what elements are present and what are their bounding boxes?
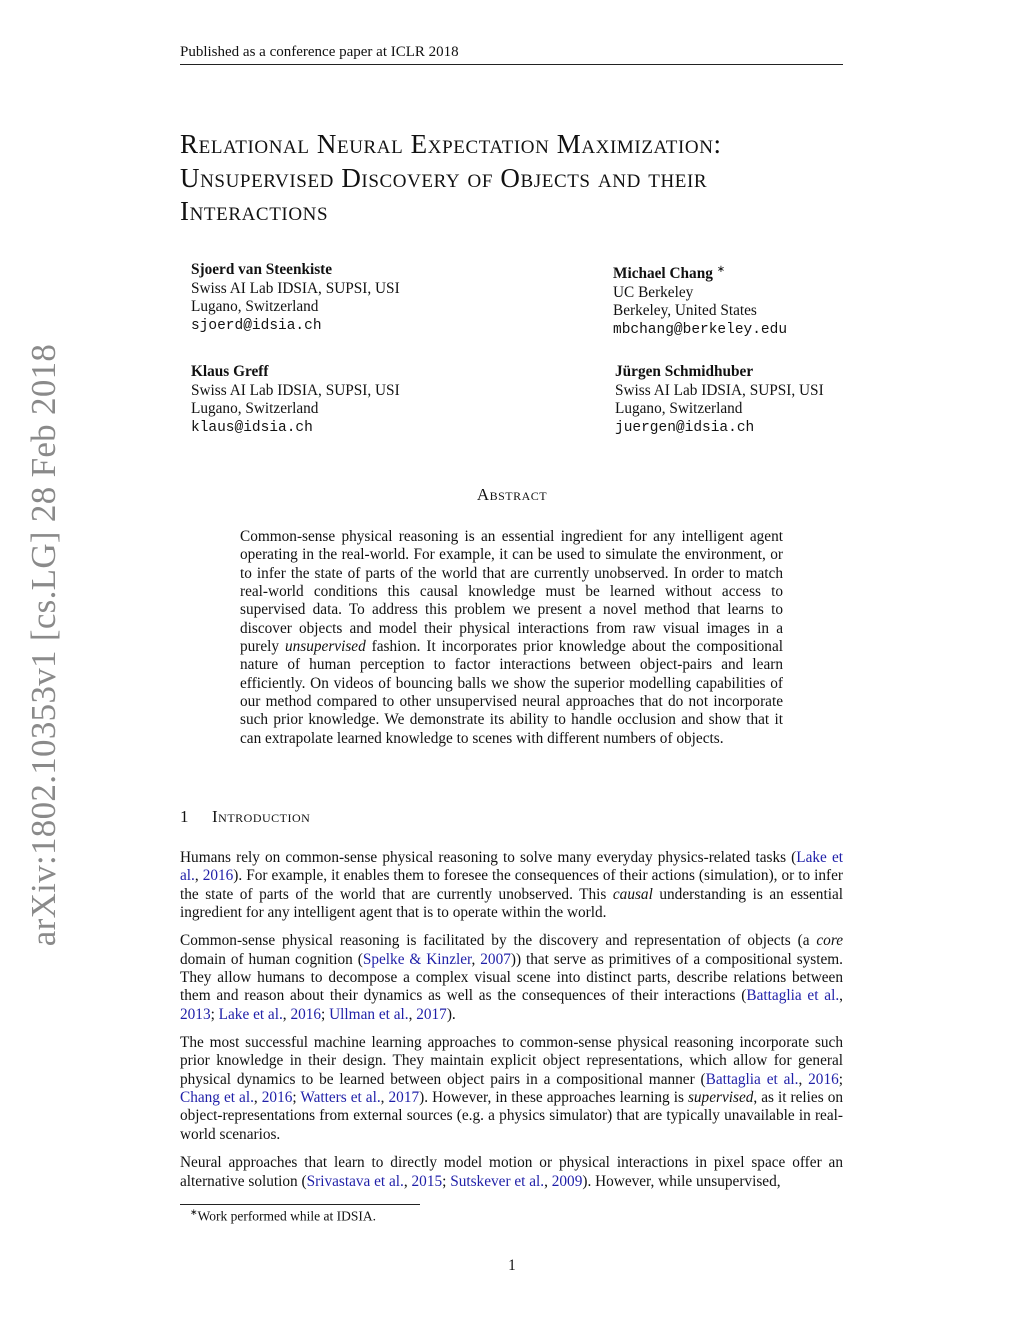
footnote-text: Work performed while at IDSIA. xyxy=(197,1208,377,1224)
citation-link[interactable]: 2016 xyxy=(290,1005,322,1023)
citation-link[interactable]: Spelke & Kinzler xyxy=(362,950,472,968)
text-run: , xyxy=(282,1005,291,1023)
text-run: ). However, while unsupervised, xyxy=(582,1172,781,1190)
paper-title xyxy=(180,128,850,229)
author-location: Lugano, Switzerland xyxy=(191,400,319,417)
citation-link[interactable]: Battaglia et al. xyxy=(746,987,840,1005)
text-run: , xyxy=(253,1089,262,1107)
text-run: )) that serve as primitives of a compositional system. They allow humans to decompose a complex visual scene into distinct parts, describe relations between them and reason about their dynamics as well as the consequences of their interactions ( xyxy=(180,950,844,1005)
emphasis-text: supervised xyxy=(687,1089,754,1107)
title-line: Interactions xyxy=(180,196,329,226)
author-location: Lugano, Switzerland xyxy=(191,298,319,315)
text-run: , as it relies on object-representations from external sources (e.g. a physics simulator) that are typically unavailable in real-world scenarios. xyxy=(180,1089,843,1143)
citation-link[interactable]: 2009 xyxy=(551,1172,583,1190)
arxiv-stamp: arXiv:1802.10353v1 [cs.LG] 28 Feb 2018 xyxy=(24,343,63,947)
title-line: Relational Neural Expectation Maximization: xyxy=(180,129,722,159)
author-location: Lugano, Switzerland xyxy=(615,400,743,417)
citation-link[interactable]: Srivastava et al. xyxy=(306,1172,404,1190)
text-run: The most successful machine learning approaches to common-sense physical reasoning incorporate such prior knowledge in their design. They maintain explicit object representations, which allow for general physical dynamics to be learned between object pairs in a compositional manner ( xyxy=(180,1034,843,1088)
text-run: , xyxy=(380,1089,389,1107)
citation-link[interactable]: 2016 xyxy=(808,1070,839,1088)
citation-link[interactable]: Watters et al. xyxy=(300,1089,381,1107)
author-name: Michael Chang xyxy=(613,265,713,283)
paragraph xyxy=(180,932,843,1024)
author-block xyxy=(613,261,787,339)
author-location: Berkeley, United States xyxy=(613,302,757,320)
text-run: , xyxy=(544,1172,552,1190)
citation-link[interactable]: 2013 xyxy=(180,1005,211,1023)
emphasis-text: unsupervised xyxy=(285,638,366,656)
author-email[interactable]: mbchang@berkeley.edu xyxy=(613,321,788,338)
text-run: ; xyxy=(210,1005,219,1023)
paragraph xyxy=(180,1034,843,1144)
author-name: Sjoerd van Steenkiste xyxy=(191,261,333,278)
author-block xyxy=(191,363,400,437)
text-run: ; xyxy=(442,1172,451,1190)
section-number: 1 xyxy=(180,807,189,826)
citation-link[interactable]: Ullman et al. xyxy=(329,1005,409,1023)
section-title: Introduction xyxy=(212,807,311,826)
citation-link[interactable]: 2016 xyxy=(202,867,234,885)
text-run: understanding is an essential ingredient for any intelligent agent that is to operate within the world. xyxy=(180,885,843,922)
body-text xyxy=(180,849,843,1201)
text-run: ). However, in these approaches learning is xyxy=(419,1089,688,1107)
citation-link[interactable]: 2016 xyxy=(261,1089,293,1107)
text-run: , xyxy=(408,1005,417,1023)
author-block xyxy=(615,363,824,437)
author-name: Klaus Greff xyxy=(191,363,269,380)
emphasis-text: core xyxy=(816,932,843,950)
text-run: Humans rely on common-sense physical reasoning to solve many everyday physics-related tasks ( xyxy=(180,849,797,866)
author-affiliation: Swiss AI Lab IDSIA, SUPSI, USI xyxy=(615,381,824,399)
text-run: , xyxy=(839,987,843,1005)
author-email[interactable]: sjoerd@idsia.ch xyxy=(191,317,322,334)
citation-link[interactable]: Sutskever et al. xyxy=(450,1172,545,1190)
paragraph xyxy=(180,1154,843,1191)
citation-link[interactable]: Lake et al. xyxy=(218,1005,283,1023)
text-run: ; xyxy=(321,1005,330,1023)
citation-link[interactable]: Battaglia et al. xyxy=(705,1070,799,1088)
section-heading xyxy=(180,807,310,827)
text-run: Neural approaches that learn to directly model motion or physical interactions in pixel space offer an alternative solution ( xyxy=(180,1154,843,1190)
author-affiliation: UC Berkeley xyxy=(613,283,694,301)
author-name: Jürgen Schmidhuber xyxy=(615,363,754,380)
author-email[interactable]: klaus@idsia.ch xyxy=(191,419,313,436)
author-email[interactable]: juergen@idsia.ch xyxy=(615,419,755,436)
citation-link[interactable]: Chang et al. xyxy=(180,1089,254,1107)
footnote xyxy=(190,1207,376,1225)
footnote-mark: ∗ xyxy=(190,1207,198,1217)
footnote-rule xyxy=(180,1204,420,1205)
text-run: fashion. It incorporates prior knowledge about the compositional nature of human perception to factor interactions between object-pairs and learn efficiently. On videos of bouncing balls we show the superior modelling capabilities of our method compared to other unsupervised neural approaches that do not incorporate such prior knowledge. We demonstrate its ability to handle occlusion and show that it can extrapolate learned knowledge to scenes with different numbers of objects. xyxy=(240,638,783,747)
footnote-mark[interactable]: ∗ xyxy=(716,264,726,275)
text-run: domain of human cognition ( xyxy=(180,950,363,968)
citation-link[interactable]: Lake et al. xyxy=(180,849,844,885)
author-block xyxy=(191,261,400,335)
text-run: Common-sense physical reasoning is facilitated by the discovery and representation of objects (a xyxy=(180,932,817,950)
author-affiliation: Swiss AI Lab IDSIA, SUPSI, USI xyxy=(191,279,400,297)
citation-link[interactable]: 2015 xyxy=(411,1172,443,1190)
running-header: Published as a conference paper at ICLR 2018 xyxy=(180,44,843,65)
title-line: Unsupervised Discovery of Objects and their xyxy=(180,162,708,193)
text-run: ; xyxy=(838,1070,843,1088)
text-run: ). For example, it enables them to foresee the consequences of their actions (simulation), or to infer the state of parts of the world that are currently unobserved. This xyxy=(180,867,843,903)
page-number: 1 xyxy=(508,1257,516,1274)
text-run: , xyxy=(403,1172,412,1190)
text-run: Common-sense physical reasoning is an essential ingredient for any intelligent agent operating in the real-world. For example, it can be used to simulate the environment, or to infer the state of parts of the world that are currently unobserved. In order to match real-world conditions this causal knowledge must be learned without access to supervised data. To address this problem we present a novel method that learns to discover objects and model their physical interactions from raw visual images in a purely xyxy=(240,528,783,656)
text-run: , xyxy=(194,867,203,885)
paragraph xyxy=(180,849,843,922)
abstract-text xyxy=(240,528,783,748)
citation-link[interactable]: 2017 xyxy=(388,1089,420,1107)
text-run: , xyxy=(471,950,481,968)
author-affiliation: Swiss AI Lab IDSIA, SUPSI, USI xyxy=(191,381,400,399)
emphasis-text: causal xyxy=(612,885,653,903)
text-run: , xyxy=(798,1070,809,1088)
text-run: ). xyxy=(446,1005,456,1023)
citation-link[interactable]: 2007 xyxy=(480,950,511,968)
abstract-heading: Abstract xyxy=(476,485,548,504)
text-run: ; xyxy=(292,1089,301,1107)
citation-link[interactable]: 2017 xyxy=(416,1005,447,1023)
